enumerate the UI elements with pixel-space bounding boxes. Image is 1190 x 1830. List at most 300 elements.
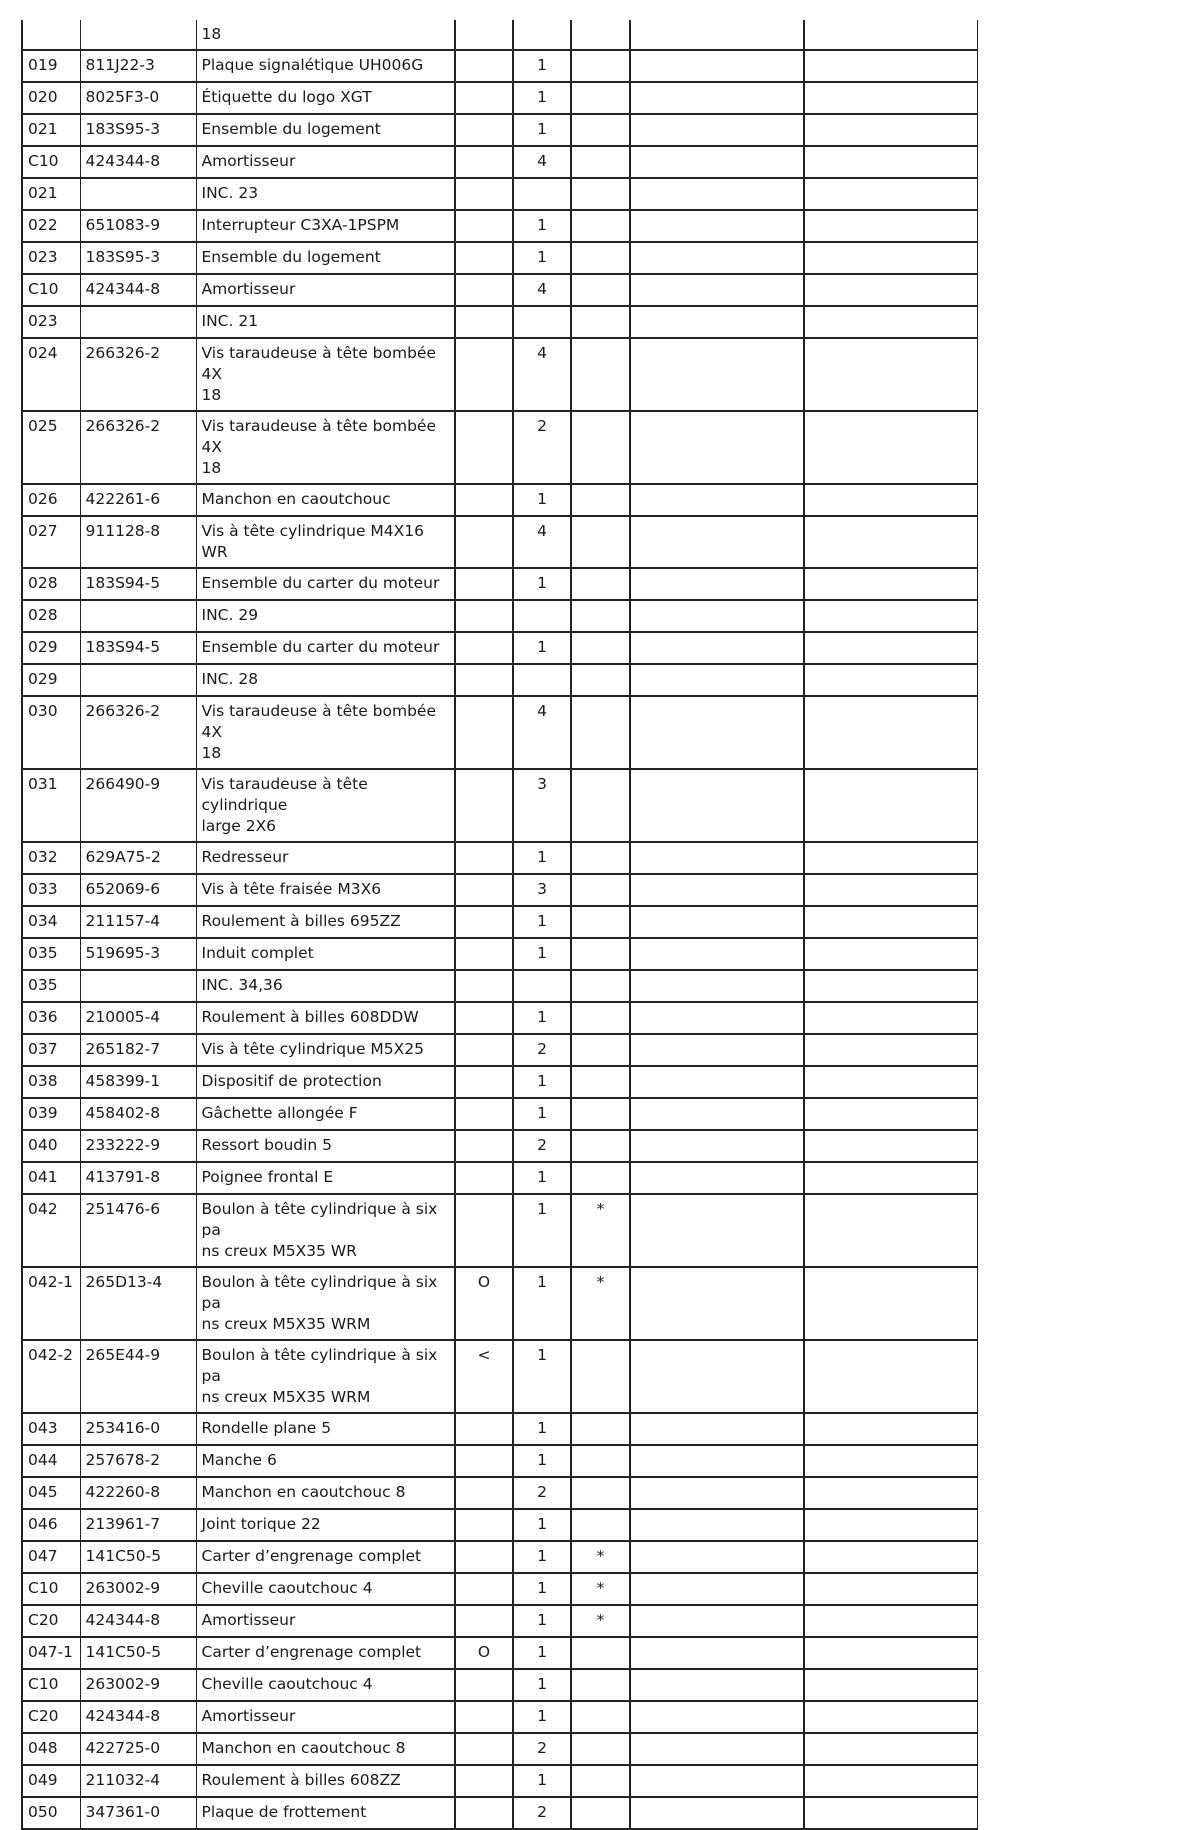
note-cell: [455, 242, 513, 274]
table-row: [22, 306, 977, 338]
note-cell: [455, 306, 513, 338]
description-cell: Boulon à tête cylindrique à six pa ns creux M5X35 WR: [196, 1194, 455, 1267]
table-row: [22, 1797, 977, 1829]
mark-cell: [571, 874, 630, 906]
extra-column-2-cell: [804, 178, 977, 210]
item-number-cell: C10: [22, 274, 80, 306]
item-number-cell: 033: [22, 874, 80, 906]
extra-column-1-cell: [630, 338, 804, 411]
table-row: [22, 600, 977, 632]
extra-column-2-cell: [804, 484, 977, 516]
extra-column-2-cell: [804, 1605, 977, 1637]
mark-cell: [571, 696, 630, 769]
quantity-cell: 1: [513, 1765, 571, 1797]
note-cell: [455, 906, 513, 938]
part-code-cell: 424344-8: [80, 1701, 196, 1733]
item-number-cell: 039: [22, 1098, 80, 1130]
extra-column-1-cell: [630, 1797, 804, 1829]
extra-column-2-cell: [804, 1797, 977, 1829]
part-code-cell: 141C50-5: [80, 1637, 196, 1669]
item-number-cell: 050: [22, 1797, 80, 1829]
mark-cell: *: [571, 1541, 630, 1573]
item-number-cell: 049: [22, 1765, 80, 1797]
part-code-cell: 266326-2: [80, 338, 196, 411]
quantity-cell: 4: [513, 338, 571, 411]
description-cell: Amortisseur: [196, 146, 455, 178]
quantity-cell: 1: [513, 1267, 571, 1340]
parts-table-body: [22, 20, 977, 1829]
table-row: [22, 906, 977, 938]
mark-cell: [571, 1445, 630, 1477]
table-row: [22, 516, 977, 568]
mark-cell: [571, 1509, 630, 1541]
item-number-cell: 040: [22, 1130, 80, 1162]
quantity-cell: 4: [513, 274, 571, 306]
description-cell: Amortisseur: [196, 1605, 455, 1637]
extra-column-1-cell: [630, 769, 804, 842]
description-cell: INC. 34,36: [196, 970, 455, 1002]
quantity-cell: 1: [513, 484, 571, 516]
table-row: [22, 1194, 977, 1267]
mark-cell: *: [571, 1267, 630, 1340]
part-code-cell: 651083-9: [80, 210, 196, 242]
extra-column-2-cell: [804, 20, 977, 50]
item-number-cell: 036: [22, 1002, 80, 1034]
extra-column-1-cell: [630, 1066, 804, 1098]
description-cell: Ensemble du carter du moteur: [196, 632, 455, 664]
note-cell: [455, 50, 513, 82]
part-code-cell: 629A75-2: [80, 842, 196, 874]
extra-column-1-cell: [630, 664, 804, 696]
quantity-cell: 1: [513, 1573, 571, 1605]
mark-cell: [571, 1797, 630, 1829]
note-cell: O: [455, 1637, 513, 1669]
extra-column-2-cell: [804, 1162, 977, 1194]
description-cell: Vis à tête cylindrique M5X25: [196, 1034, 455, 1066]
note-cell: [455, 1098, 513, 1130]
extra-column-1-cell: [630, 970, 804, 1002]
quantity-cell: 1: [513, 114, 571, 146]
extra-column-2-cell: [804, 146, 977, 178]
part-code-cell: 263002-9: [80, 1669, 196, 1701]
quantity-cell: 2: [513, 1733, 571, 1765]
description-cell: Ensemble du carter du moteur: [196, 568, 455, 600]
description-cell: 18: [196, 20, 455, 50]
table-row: [22, 1130, 977, 1162]
part-code-cell: 422260-8: [80, 1477, 196, 1509]
extra-column-2-cell: [804, 338, 977, 411]
quantity-cell: [513, 306, 571, 338]
mark-cell: [571, 411, 630, 484]
description-cell: Manchon en caoutchouc 8: [196, 1733, 455, 1765]
item-number-cell: 020: [22, 82, 80, 114]
description-cell: Cheville caoutchouc 4: [196, 1669, 455, 1701]
extra-column-1-cell: [630, 1669, 804, 1701]
note-cell: O: [455, 1267, 513, 1340]
item-number-cell: 047: [22, 1541, 80, 1573]
mark-cell: [571, 568, 630, 600]
table-row: [22, 484, 977, 516]
part-code-cell: 424344-8: [80, 146, 196, 178]
mark-cell: [571, 1066, 630, 1098]
part-code-cell: 183S95-3: [80, 242, 196, 274]
note-cell: [455, 146, 513, 178]
note-cell: [455, 1066, 513, 1098]
extra-column-1-cell: [630, 1637, 804, 1669]
part-code-cell: [80, 178, 196, 210]
item-number-cell: 023: [22, 242, 80, 274]
extra-column-2-cell: [804, 600, 977, 632]
description-cell: Vis taraudeuse à tête cylindrique large 2X6: [196, 769, 455, 842]
extra-column-1-cell: [630, 1340, 804, 1413]
extra-column-1-cell: [630, 1413, 804, 1445]
extra-column-2-cell: [804, 1130, 977, 1162]
quantity-cell: 1: [513, 1194, 571, 1267]
quantity-cell: 1: [513, 1669, 571, 1701]
note-cell: [455, 1797, 513, 1829]
quantity-cell: 1: [513, 1509, 571, 1541]
extra-column-2-cell: [804, 1267, 977, 1340]
description-cell: Roulement à billes 608DDW: [196, 1002, 455, 1034]
note-cell: [455, 769, 513, 842]
part-code-cell: 253416-0: [80, 1413, 196, 1445]
note-cell: [455, 938, 513, 970]
table-row: [22, 1541, 977, 1573]
mark-cell: [571, 484, 630, 516]
part-code-cell: 263002-9: [80, 1573, 196, 1605]
note-cell: [455, 338, 513, 411]
extra-column-2-cell: [804, 1413, 977, 1445]
mark-cell: [571, 842, 630, 874]
item-number-cell: 022: [22, 210, 80, 242]
table-row: [22, 1340, 977, 1413]
quantity-cell: 1: [513, 906, 571, 938]
extra-column-2-cell: [804, 1765, 977, 1797]
description-cell: Gâchette allongée F: [196, 1098, 455, 1130]
description-cell: INC. 29: [196, 600, 455, 632]
extra-column-2-cell: [804, 1509, 977, 1541]
extra-column-2-cell: [804, 938, 977, 970]
description-cell: Roulement à billes 608ZZ: [196, 1765, 455, 1797]
quantity-cell: 1: [513, 210, 571, 242]
extra-column-1-cell: [630, 696, 804, 769]
quantity-cell: 2: [513, 1477, 571, 1509]
part-code-cell: 183S95-3: [80, 114, 196, 146]
quantity-cell: 4: [513, 696, 571, 769]
table-row: [22, 1733, 977, 1765]
extra-column-1-cell: [630, 1765, 804, 1797]
part-code-cell: 422261-6: [80, 484, 196, 516]
part-code-cell: 265E44-9: [80, 1340, 196, 1413]
extra-column-2-cell: [804, 114, 977, 146]
table-row: [22, 20, 977, 50]
extra-column-2-cell: [804, 82, 977, 114]
note-cell: [455, 600, 513, 632]
mark-cell: [571, 146, 630, 178]
part-code-cell: 8025F3-0: [80, 82, 196, 114]
note-cell: [455, 632, 513, 664]
extra-column-2-cell: [804, 1733, 977, 1765]
extra-column-1-cell: [630, 411, 804, 484]
description-cell: Redresseur: [196, 842, 455, 874]
quantity-cell: 1: [513, 82, 571, 114]
description-cell: Vis taraudeuse à tête bombée 4X 18: [196, 338, 455, 411]
mark-cell: [571, 1477, 630, 1509]
extra-column-2-cell: [804, 1098, 977, 1130]
item-number-cell: 043: [22, 1413, 80, 1445]
part-code-cell: 233222-9: [80, 1130, 196, 1162]
extra-column-1-cell: [630, 842, 804, 874]
table-row: [22, 1098, 977, 1130]
part-code-cell: 183S94-5: [80, 632, 196, 664]
note-cell: [455, 411, 513, 484]
quantity-cell: 1: [513, 1162, 571, 1194]
description-cell: Dispositif de protection: [196, 1066, 455, 1098]
extra-column-1-cell: [630, 50, 804, 82]
extra-column-2-cell: [804, 210, 977, 242]
item-number-cell: 041: [22, 1162, 80, 1194]
description-cell: Plaque signalétique UH006G: [196, 50, 455, 82]
note-cell: [455, 1733, 513, 1765]
note-cell: [455, 1669, 513, 1701]
mark-cell: [571, 1637, 630, 1669]
mark-cell: [571, 970, 630, 1002]
description-cell: Vis à tête cylindrique M4X16 WR: [196, 516, 455, 568]
item-number-cell: 029: [22, 664, 80, 696]
quantity-cell: 1: [513, 1541, 571, 1573]
item-number-cell: 046: [22, 1509, 80, 1541]
extra-column-1-cell: [630, 874, 804, 906]
description-cell: Plaque de frottement: [196, 1797, 455, 1829]
table-row: [22, 568, 977, 600]
extra-column-2-cell: [804, 1194, 977, 1267]
extra-column-1-cell: [630, 82, 804, 114]
description-cell: Manche 6: [196, 1445, 455, 1477]
extra-column-2-cell: [804, 568, 977, 600]
part-code-cell: 811J22-3: [80, 50, 196, 82]
note-cell: [455, 1765, 513, 1797]
extra-column-2-cell: [804, 970, 977, 1002]
table-row: [22, 1605, 977, 1637]
extra-column-2-cell: [804, 516, 977, 568]
item-number-cell: 035: [22, 938, 80, 970]
mark-cell: [571, 1162, 630, 1194]
mark-cell: [571, 1669, 630, 1701]
note-cell: [455, 20, 513, 50]
description-cell: Roulement à billes 695ZZ: [196, 906, 455, 938]
note-cell: [455, 1541, 513, 1573]
mark-cell: [571, 938, 630, 970]
extra-column-2-cell: [804, 769, 977, 842]
description-cell: INC. 21: [196, 306, 455, 338]
description-cell: Étiquette du logo XGT: [196, 82, 455, 114]
table-row: [22, 1477, 977, 1509]
quantity-cell: 1: [513, 1701, 571, 1733]
note-cell: [455, 1701, 513, 1733]
extra-column-1-cell: [630, 114, 804, 146]
item-number-cell: 019: [22, 50, 80, 82]
mark-cell: [571, 274, 630, 306]
part-code-cell: 458399-1: [80, 1066, 196, 1098]
table-row: [22, 1637, 977, 1669]
table-row: [22, 664, 977, 696]
table-row: [22, 146, 977, 178]
quantity-cell: 1: [513, 1066, 571, 1098]
description-cell: INC. 28: [196, 664, 455, 696]
table-row: [22, 1669, 977, 1701]
part-code-cell: 266326-2: [80, 696, 196, 769]
extra-column-2-cell: [804, 874, 977, 906]
item-number-cell: 042-2: [22, 1340, 80, 1413]
extra-column-1-cell: [630, 1002, 804, 1034]
note-cell: [455, 1509, 513, 1541]
part-code-cell: [80, 970, 196, 1002]
item-number-cell: 031: [22, 769, 80, 842]
note-cell: [455, 568, 513, 600]
note-cell: <: [455, 1340, 513, 1413]
description-cell: Ensemble du logement: [196, 242, 455, 274]
mark-cell: [571, 769, 630, 842]
mark-cell: *: [571, 1194, 630, 1267]
item-number-cell: 028: [22, 600, 80, 632]
mark-cell: [571, 50, 630, 82]
extra-column-1-cell: [630, 938, 804, 970]
extra-column-1-cell: [630, 1162, 804, 1194]
mark-cell: [571, 664, 630, 696]
extra-column-2-cell: [804, 632, 977, 664]
note-cell: [455, 696, 513, 769]
extra-column-1-cell: [630, 274, 804, 306]
extra-column-1-cell: [630, 178, 804, 210]
item-number-cell: 028: [22, 568, 80, 600]
quantity-cell: [513, 664, 571, 696]
extra-column-1-cell: [630, 1098, 804, 1130]
part-code-cell: [80, 600, 196, 632]
quantity-cell: 1: [513, 568, 571, 600]
extra-column-2-cell: [804, 696, 977, 769]
extra-column-1-cell: [630, 1701, 804, 1733]
item-number-cell: 025: [22, 411, 80, 484]
extra-column-1-cell: [630, 210, 804, 242]
mark-cell: [571, 1002, 630, 1034]
extra-column-1-cell: [630, 1194, 804, 1267]
mark-cell: [571, 906, 630, 938]
description-cell: Vis taraudeuse à tête bombée 4X 18: [196, 411, 455, 484]
table-row: [22, 82, 977, 114]
description-cell: Poignee frontal E: [196, 1162, 455, 1194]
note-cell: [455, 1162, 513, 1194]
part-code-cell: [80, 306, 196, 338]
item-number-cell: 042-1: [22, 1267, 80, 1340]
mark-cell: [571, 210, 630, 242]
part-code-cell: 213961-7: [80, 1509, 196, 1541]
description-cell: Vis à tête fraisée M3X6: [196, 874, 455, 906]
extra-column-2-cell: [804, 411, 977, 484]
note-cell: [455, 1477, 513, 1509]
item-number-cell: 045: [22, 1477, 80, 1509]
table-row: [22, 411, 977, 484]
description-cell: Manchon en caoutchouc 8: [196, 1477, 455, 1509]
part-code-cell: 265D13-4: [80, 1267, 196, 1340]
part-code-cell: [80, 664, 196, 696]
extra-column-1-cell: [630, 1605, 804, 1637]
item-number-cell: 021: [22, 114, 80, 146]
description-cell: Amortisseur: [196, 1701, 455, 1733]
extra-column-2-cell: [804, 1701, 977, 1733]
quantity-cell: 4: [513, 146, 571, 178]
table-row: [22, 1573, 977, 1605]
mark-cell: [571, 632, 630, 664]
description-cell: Manchon en caoutchouc: [196, 484, 455, 516]
part-code-cell: 652069-6: [80, 874, 196, 906]
note-cell: [455, 1034, 513, 1066]
extra-column-1-cell: [630, 568, 804, 600]
quantity-cell: 1: [513, 1605, 571, 1637]
extra-column-2-cell: [804, 664, 977, 696]
quantity-cell: 1: [513, 842, 571, 874]
mark-cell: [571, 1765, 630, 1797]
extra-column-1-cell: [630, 1267, 804, 1340]
quantity-cell: 4: [513, 516, 571, 568]
description-cell: Joint torique 22: [196, 1509, 455, 1541]
quantity-cell: 1: [513, 632, 571, 664]
item-number-cell: C20: [22, 1701, 80, 1733]
part-code-cell: 347361-0: [80, 1797, 196, 1829]
mark-cell: [571, 114, 630, 146]
extra-column-2-cell: [804, 1541, 977, 1573]
part-code-cell: 422725-0: [80, 1733, 196, 1765]
note-cell: [455, 82, 513, 114]
note-cell: [455, 842, 513, 874]
mark-cell: [571, 242, 630, 274]
item-number-cell: 023: [22, 306, 80, 338]
item-number-cell: 037: [22, 1034, 80, 1066]
extra-column-1-cell: [630, 1573, 804, 1605]
extra-column-2-cell: [804, 1637, 977, 1669]
part-code-cell: 266490-9: [80, 769, 196, 842]
note-cell: [455, 664, 513, 696]
item-number-cell: C20: [22, 1605, 80, 1637]
quantity-cell: 1: [513, 938, 571, 970]
item-number-cell: 042: [22, 1194, 80, 1267]
part-code-cell: 911128-8: [80, 516, 196, 568]
extra-column-1-cell: [630, 1733, 804, 1765]
description-cell: Interrupteur C3XA-1PSPM: [196, 210, 455, 242]
extra-column-1-cell: [630, 484, 804, 516]
note-cell: [455, 114, 513, 146]
extra-column-2-cell: [804, 906, 977, 938]
extra-column-1-cell: [630, 1130, 804, 1162]
item-number-cell: 026: [22, 484, 80, 516]
mark-cell: [571, 20, 630, 50]
table-row: [22, 1445, 977, 1477]
note-cell: [455, 1194, 513, 1267]
mark-cell: [571, 600, 630, 632]
table-row: [22, 970, 977, 1002]
note-cell: [455, 1002, 513, 1034]
extra-column-2-cell: [804, 306, 977, 338]
table-row: [22, 242, 977, 274]
part-code-cell: 424344-8: [80, 274, 196, 306]
quantity-cell: 2: [513, 1034, 571, 1066]
quantity-cell: 1: [513, 1637, 571, 1669]
note-cell: [455, 484, 513, 516]
quantity-cell: 1: [513, 1002, 571, 1034]
item-number-cell: 030: [22, 696, 80, 769]
extra-column-2-cell: [804, 242, 977, 274]
quantity-cell: [513, 178, 571, 210]
table-row: [22, 1162, 977, 1194]
